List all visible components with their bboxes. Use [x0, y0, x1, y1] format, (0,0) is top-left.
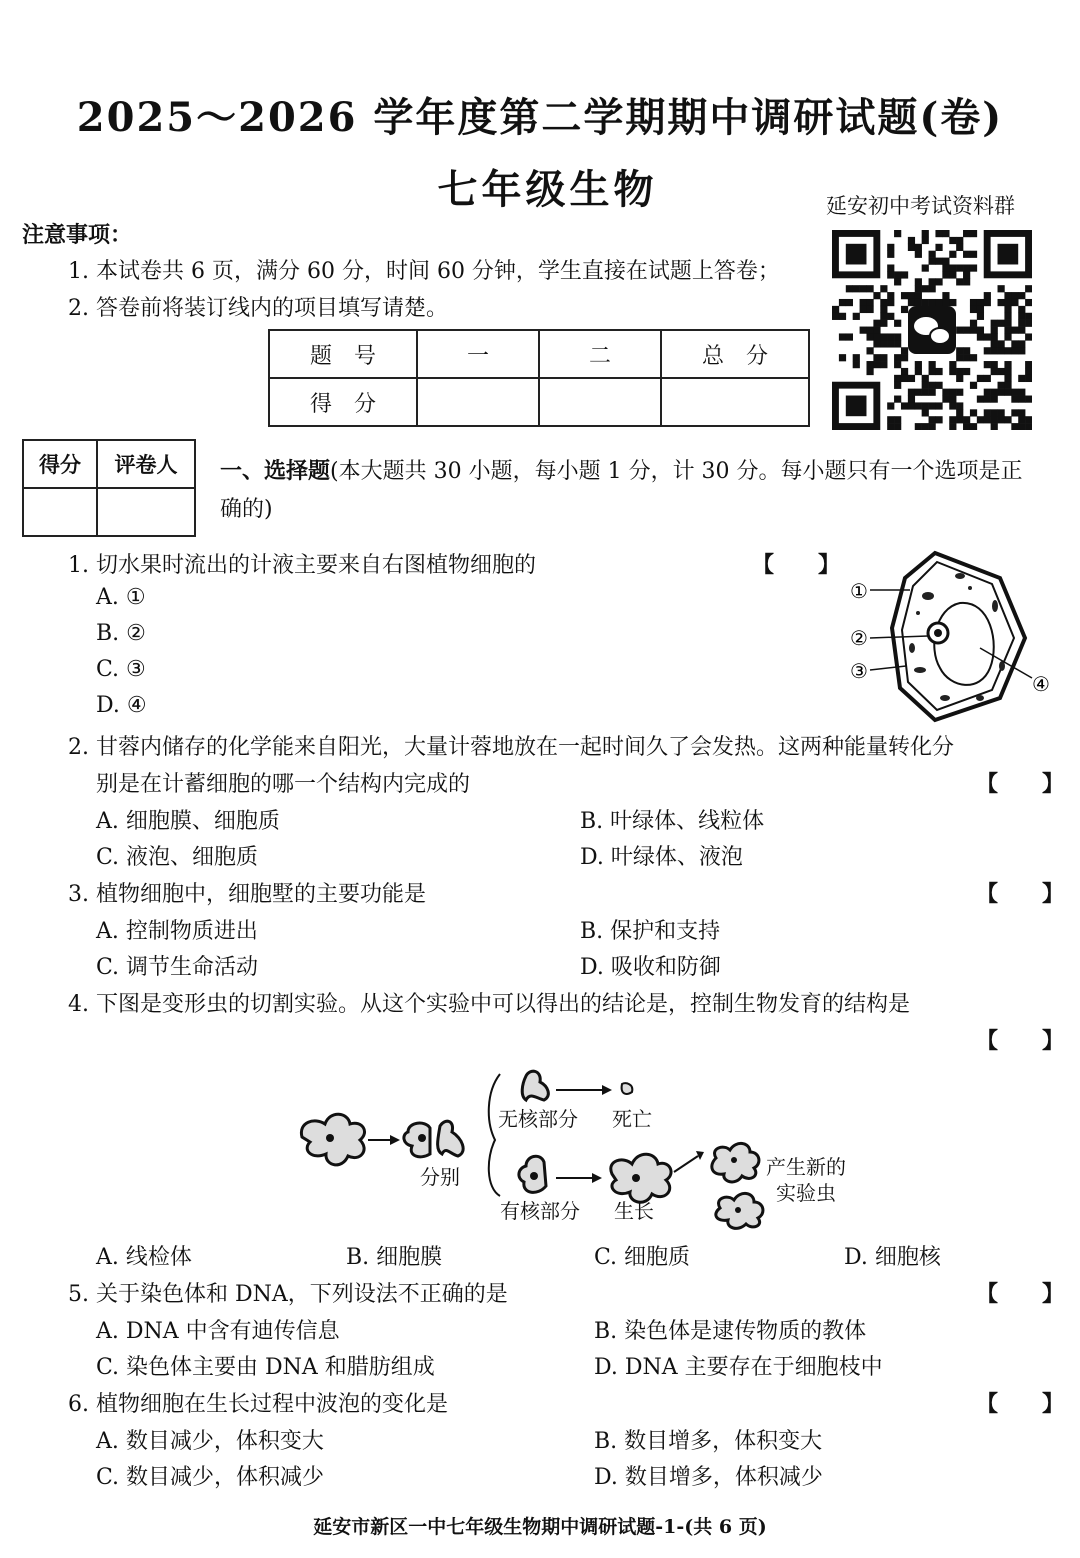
qr-code [832, 230, 1032, 430]
grader-input-cell[interactable] [23, 488, 97, 536]
score-input-cell[interactable] [417, 378, 539, 426]
question-stem: 3. 植物细胞中，细胞墅的主要功能是 [68, 882, 426, 907]
option: A. 线检体 [96, 1245, 192, 1270]
cell-label: ① [850, 579, 868, 603]
answer-bracket[interactable]: 【 】 [976, 1281, 1065, 1307]
amoeba-label-split: 分别 [420, 1165, 460, 1189]
option: A. DNA 中含有迪传信息 [96, 1319, 340, 1344]
option: A. 细胞膜、细胞质 [96, 809, 280, 834]
option: C. 液泡、细胞质 [96, 845, 259, 870]
answer-bracket[interactable]: 【 】 [976, 771, 1065, 797]
option: C. 数目减少，体积减少 [96, 1465, 325, 1490]
page-subtitle: 七年级生物 [437, 166, 658, 213]
option: A. 控制物质进出 [96, 919, 258, 944]
question-stem: 1. 切水果时流出的计液主要来自右图植物细胞的 [68, 553, 536, 578]
score-cell: 一 [417, 330, 539, 378]
option: D. 叶绿体、液泡 [580, 845, 743, 870]
note-item: 2. 答卷前将装订线内的项目填写请楚。 [68, 296, 448, 321]
score-table [268, 329, 810, 427]
grader-header: 得分 [23, 440, 97, 488]
score-cell: 总 分 [661, 330, 809, 378]
cell-label: ② [850, 626, 868, 650]
section-header [220, 452, 1058, 529]
cell-label: ③ [850, 659, 868, 683]
plant-cell-figure [840, 548, 1060, 726]
score-input-cell[interactable] [539, 378, 661, 426]
answer-bracket[interactable]: 【 】 [976, 1028, 1065, 1054]
option: C. 调节生命活动 [96, 955, 259, 980]
option: A. 数目减少，体积变大 [96, 1429, 324, 1454]
note-item: 1. 本试卷共 6 页，满分 60 分，时间 60 分钟，学生直接在试题上答卷； [68, 259, 780, 284]
question-stem: 2. 甘蓉内储存的化学能来自阳光，大量计蓉地放在一起时间久了会发热。这两种能量转化分 [68, 735, 954, 760]
question-stem: 5. 关于染色体和 DNA，下列设法不正确的是 [68, 1282, 508, 1307]
amoeba-figure [290, 1062, 880, 1230]
score-cell: 题 号 [269, 330, 417, 378]
amoeba-label-new-1: 产生新的 [766, 1155, 846, 1179]
score-input-cell[interactable] [661, 378, 809, 426]
amoeba-label-dead: 死亡 [612, 1107, 652, 1131]
page-title: 2025～2026 学年度第二学期期中调研试题(卷) [76, 94, 1004, 141]
section-desc: (本大题共 30 小题，每小题 1 分，计 30 分。每小题只有一个选项是正 [330, 459, 1023, 484]
amoeba-label-with-nucleus: 有核部分 [500, 1199, 580, 1223]
question-stem: 6. 植物细胞在生长过程中波泡的变化是 [68, 1392, 448, 1417]
option: B. 数目增多，体积变大 [594, 1429, 823, 1454]
option: D. 细胞核 [844, 1245, 941, 1270]
score-cell: 得 分 [269, 378, 417, 426]
option: D. ④ [96, 693, 147, 718]
option: C. ③ [96, 657, 146, 682]
amoeba-label-grow: 生长 [614, 1199, 654, 1223]
page-footer: 延安市新区一中七年级生物期中调研试题-1-(共 6 页) [313, 1516, 767, 1538]
amoeba-label-no-nucleus: 无核部分 [498, 1107, 578, 1131]
option: A. ① [96, 585, 146, 610]
cell-label: ④ [1032, 672, 1050, 696]
option: D. DNA 主要存在于细胞枝中 [594, 1355, 883, 1380]
option: B. 保护和支持 [580, 919, 721, 944]
amoeba-label-new-2: 实验虫 [776, 1181, 836, 1205]
answer-bracket[interactable]: 【 】 [976, 881, 1065, 907]
option: C. 染色体主要由 DNA 和腊肪组成 [96, 1355, 435, 1380]
section-title: 一、选择题 [220, 458, 331, 484]
option: B. ② [96, 621, 146, 646]
option: D. 数目增多，体积减少 [594, 1465, 823, 1490]
option: D. 吸收和防御 [580, 955, 721, 980]
grader-header: 评卷人 [97, 440, 195, 488]
wechat-icon [908, 306, 956, 354]
option: C. 细胞质 [594, 1245, 691, 1270]
notes-title: 注意事项： [22, 222, 133, 248]
section-desc: 确的) [220, 497, 273, 522]
answer-bracket[interactable]: 【 】 [976, 1391, 1065, 1417]
question-stem: 别是在计蓄细胞的哪一个结构内完成的 [96, 772, 471, 797]
score-cell: 二 [539, 330, 661, 378]
grader-table [22, 439, 196, 537]
option: B. 染色体是逮传物质的教体 [594, 1319, 867, 1344]
option: B. 细胞膜 [346, 1245, 443, 1270]
question-stem: 4. 下图是变形虫的切割实验。从这个实验中可以得出的结论是，控制生物发育的结构是 [68, 992, 910, 1017]
grader-input-cell[interactable] [97, 488, 195, 536]
option: B. 叶绿体、线粒体 [580, 809, 765, 834]
qr-caption: 延安初中考试资料群 [826, 194, 1015, 218]
answer-bracket[interactable]: 【 】 [752, 552, 841, 578]
